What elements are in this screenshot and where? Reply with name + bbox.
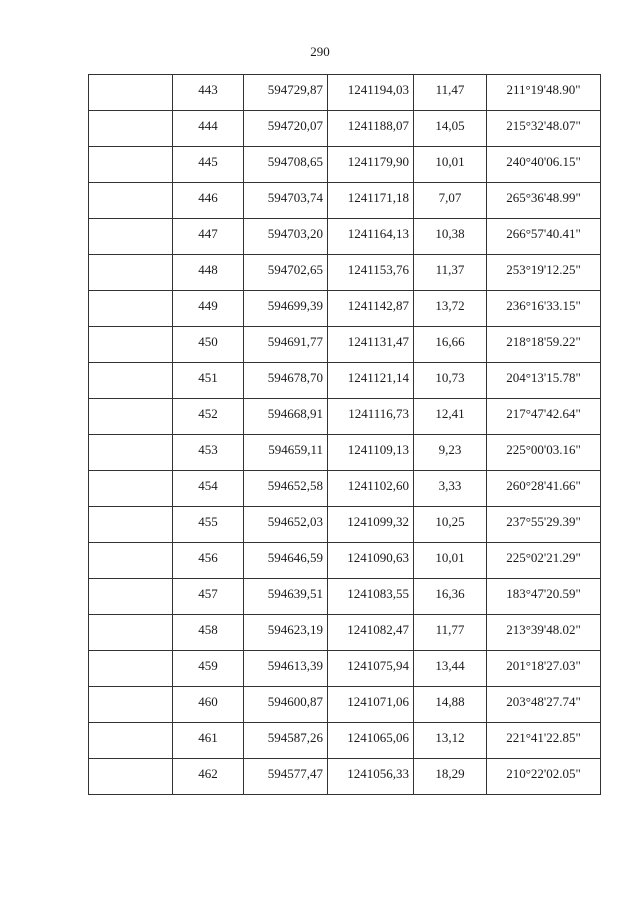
direction-angle-cell: 218°18'59.22" xyxy=(487,327,601,363)
y-coordinate-cell: 1241065,06 xyxy=(328,723,414,759)
point-number-cell: 450 xyxy=(173,327,244,363)
x-coordinate-cell: 594613,39 xyxy=(244,651,328,687)
point-number-cell: 454 xyxy=(173,471,244,507)
table-row xyxy=(89,543,601,579)
y-coordinate-cell: 1241188,07 xyxy=(328,111,414,147)
direction-angle-cell: 217°47'42.64" xyxy=(487,399,601,435)
segment-length-cell: 12,41 xyxy=(414,399,487,435)
segment-length-cell: 18,29 xyxy=(414,759,487,795)
x-coordinate-cell: 594703,20 xyxy=(244,219,328,255)
point-number-cell: 449 xyxy=(173,291,244,327)
direction-angle-cell: 237°55'29.39" xyxy=(487,507,601,543)
empty-cell xyxy=(89,219,173,255)
empty-cell xyxy=(89,687,173,723)
x-coordinate-cell: 594702,65 xyxy=(244,255,328,291)
point-number-cell: 462 xyxy=(173,759,244,795)
x-coordinate-cell: 594708,65 xyxy=(244,147,328,183)
y-coordinate-cell: 1241083,55 xyxy=(328,579,414,615)
x-coordinate-cell: 594639,51 xyxy=(244,579,328,615)
x-coordinate-cell: 594678,70 xyxy=(244,363,328,399)
empty-cell xyxy=(89,759,173,795)
segment-length-cell: 13,12 xyxy=(414,723,487,759)
segment-length-cell: 9,23 xyxy=(414,435,487,471)
segment-length-cell: 11,77 xyxy=(414,615,487,651)
x-coordinate-cell: 594691,77 xyxy=(244,327,328,363)
direction-angle-cell: 203°48'27.74" xyxy=(487,687,601,723)
direction-angle-cell: 215°32'48.07" xyxy=(487,111,601,147)
point-number-cell: 453 xyxy=(173,435,244,471)
segment-length-cell: 10,25 xyxy=(414,507,487,543)
segment-length-cell: 10,73 xyxy=(414,363,487,399)
table-row xyxy=(89,399,601,435)
point-number-cell: 445 xyxy=(173,147,244,183)
empty-cell xyxy=(89,111,173,147)
segment-length-cell: 13,72 xyxy=(414,291,487,327)
direction-angle-cell: 225°02'21.29" xyxy=(487,543,601,579)
segment-length-cell: 10,38 xyxy=(414,219,487,255)
point-number-cell: 452 xyxy=(173,399,244,435)
table-row xyxy=(89,183,601,219)
segment-length-cell: 11,37 xyxy=(414,255,487,291)
point-number-cell: 447 xyxy=(173,219,244,255)
y-coordinate-cell: 1241082,47 xyxy=(328,615,414,651)
segment-length-cell: 11,47 xyxy=(414,75,487,111)
point-number-cell: 459 xyxy=(173,651,244,687)
y-coordinate-cell: 1241194,03 xyxy=(328,75,414,111)
y-coordinate-cell: 1241116,73 xyxy=(328,399,414,435)
x-coordinate-cell: 594720,07 xyxy=(244,111,328,147)
segment-length-cell: 14,88 xyxy=(414,687,487,723)
point-number-cell: 451 xyxy=(173,363,244,399)
y-coordinate-cell: 1241142,87 xyxy=(328,291,414,327)
empty-cell xyxy=(89,615,173,651)
x-coordinate-cell: 594577,47 xyxy=(244,759,328,795)
empty-cell xyxy=(89,435,173,471)
point-number-cell: 448 xyxy=(173,255,244,291)
x-coordinate-cell: 594600,87 xyxy=(244,687,328,723)
table-row xyxy=(89,507,601,543)
x-coordinate-cell: 594652,58 xyxy=(244,471,328,507)
segment-length-cell: 10,01 xyxy=(414,147,487,183)
x-coordinate-cell: 594652,03 xyxy=(244,507,328,543)
coordinate-table-body xyxy=(89,75,601,795)
empty-cell xyxy=(89,399,173,435)
segment-length-cell: 3,33 xyxy=(414,471,487,507)
x-coordinate-cell: 594646,59 xyxy=(244,543,328,579)
point-number-cell: 457 xyxy=(173,579,244,615)
point-number-cell: 458 xyxy=(173,615,244,651)
point-number-cell: 455 xyxy=(173,507,244,543)
table-row xyxy=(89,759,601,795)
empty-cell xyxy=(89,471,173,507)
empty-cell xyxy=(89,147,173,183)
point-number-cell: 443 xyxy=(173,75,244,111)
x-coordinate-cell: 594703,74 xyxy=(244,183,328,219)
y-coordinate-cell: 1241131,47 xyxy=(328,327,414,363)
table-row xyxy=(89,255,601,291)
y-coordinate-cell: 1241075,94 xyxy=(328,651,414,687)
direction-angle-cell: 225°00'03.16" xyxy=(487,435,601,471)
direction-angle-cell: 266°57'40.41" xyxy=(487,219,601,255)
empty-cell xyxy=(89,723,173,759)
table-row xyxy=(89,147,601,183)
empty-cell xyxy=(89,255,173,291)
table-row xyxy=(89,579,601,615)
y-coordinate-cell: 1241109,13 xyxy=(328,435,414,471)
direction-angle-cell: 265°36'48.99" xyxy=(487,183,601,219)
segment-length-cell: 7,07 xyxy=(414,183,487,219)
table-row xyxy=(89,219,601,255)
point-number-cell: 444 xyxy=(173,111,244,147)
y-coordinate-cell: 1241099,32 xyxy=(328,507,414,543)
direction-angle-cell: 260°28'41.66" xyxy=(487,471,601,507)
y-coordinate-cell: 1241121,14 xyxy=(328,363,414,399)
direction-angle-cell: 201°18'27.03" xyxy=(487,651,601,687)
y-coordinate-cell: 1241179,90 xyxy=(328,147,414,183)
empty-cell xyxy=(89,363,173,399)
table-row xyxy=(89,723,601,759)
empty-cell xyxy=(89,75,173,111)
coordinate-table xyxy=(88,74,601,795)
table-row xyxy=(89,111,601,147)
empty-cell xyxy=(89,507,173,543)
direction-angle-cell: 211°19'48.90" xyxy=(487,75,601,111)
x-coordinate-cell: 594623,19 xyxy=(244,615,328,651)
y-coordinate-cell: 1241071,06 xyxy=(328,687,414,723)
direction-angle-cell: 253°19'12.25" xyxy=(487,255,601,291)
segment-length-cell: 16,36 xyxy=(414,579,487,615)
page-number: 290 xyxy=(310,44,330,59)
table-row xyxy=(89,327,601,363)
point-number-cell: 461 xyxy=(173,723,244,759)
y-coordinate-cell: 1241056,33 xyxy=(328,759,414,795)
point-number-cell: 460 xyxy=(173,687,244,723)
table-row xyxy=(89,363,601,399)
x-coordinate-cell: 594699,39 xyxy=(244,291,328,327)
segment-length-cell: 10,01 xyxy=(414,543,487,579)
point-number-cell: 456 xyxy=(173,543,244,579)
table-row xyxy=(89,291,601,327)
empty-cell xyxy=(89,291,173,327)
empty-cell xyxy=(89,543,173,579)
empty-cell xyxy=(89,327,173,363)
direction-angle-cell: 221°41'22.85" xyxy=(487,723,601,759)
x-coordinate-cell: 594587,26 xyxy=(244,723,328,759)
y-coordinate-cell: 1241090,63 xyxy=(328,543,414,579)
segment-length-cell: 13,44 xyxy=(414,651,487,687)
y-coordinate-cell: 1241153,76 xyxy=(328,255,414,291)
x-coordinate-cell: 594659,11 xyxy=(244,435,328,471)
segment-length-cell: 14,05 xyxy=(414,111,487,147)
y-coordinate-cell: 1241102,60 xyxy=(328,471,414,507)
empty-cell xyxy=(89,651,173,687)
table-row xyxy=(89,651,601,687)
x-coordinate-cell: 594729,87 xyxy=(244,75,328,111)
table-row xyxy=(89,75,601,111)
empty-cell xyxy=(89,579,173,615)
y-coordinate-cell: 1241164,13 xyxy=(328,219,414,255)
y-coordinate-cell: 1241171,18 xyxy=(328,183,414,219)
table-row xyxy=(89,471,601,507)
direction-angle-cell: 240°40'06.15" xyxy=(487,147,601,183)
table-row xyxy=(89,687,601,723)
direction-angle-cell: 204°13'15.78" xyxy=(487,363,601,399)
direction-angle-cell: 236°16'33.15" xyxy=(487,291,601,327)
direction-angle-cell: 210°22'02.05" xyxy=(487,759,601,795)
x-coordinate-cell: 594668,91 xyxy=(244,399,328,435)
direction-angle-cell: 213°39'48.02" xyxy=(487,615,601,651)
point-number-cell: 446 xyxy=(173,183,244,219)
table-row xyxy=(89,435,601,471)
segment-length-cell: 16,66 xyxy=(414,327,487,363)
empty-cell xyxy=(89,183,173,219)
direction-angle-cell: 183°47'20.59" xyxy=(487,579,601,615)
table-row xyxy=(89,615,601,651)
